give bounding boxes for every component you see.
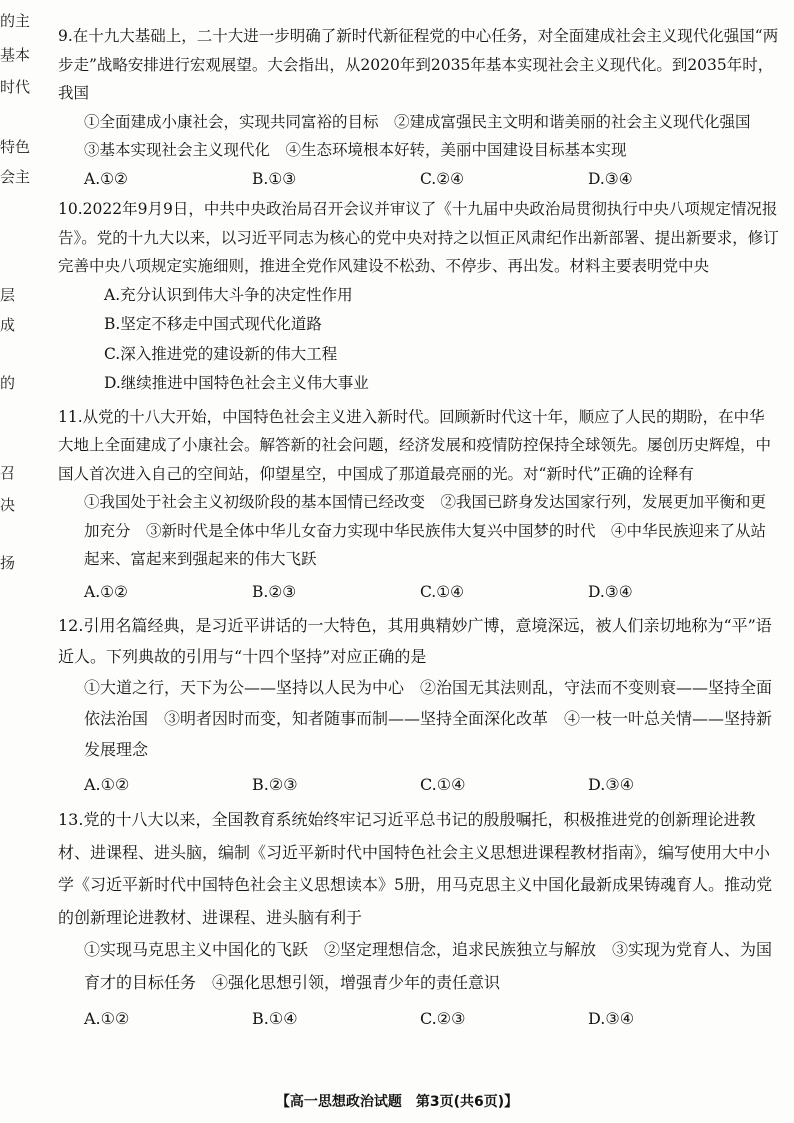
question-9 — [58, 22, 780, 193]
choice-b[interactable]: B.①③ — [252, 169, 297, 188]
question-stem: 10.2022年9月9日，中共中央政治局召开会议并审议了《十九届中央政治局贯彻执行中央八项规定情况报告》。党的十九大以来，以习近平同志为核心的党中央对持之以恒正风肃纪作出新部署、提出新要求，修订完善中央八项规定实施细则，推进全党作风建设不松劲、不停步、再出发。材料主要表明党中央 — [58, 200, 779, 275]
margin-fragment: 扬 — [0, 554, 16, 572]
choice-d[interactable]: D.③④ — [588, 775, 635, 794]
margin-fragment: 的 — [0, 374, 16, 392]
margin-fragment: 特色 — [0, 138, 31, 156]
choice-b[interactable]: B.②③ — [252, 775, 298, 794]
choice-a[interactable]: A.充分认识到伟大斗争的决定性作用 — [104, 285, 353, 304]
answer-choices — [58, 578, 780, 607]
choice-c[interactable]: C.①④ — [420, 775, 466, 794]
answer-choices — [58, 1003, 780, 1036]
margin-fragment: 召 — [0, 464, 16, 482]
statement-options: ①全面建成小康社会，实现共同富裕的目标 ②建成富强民主文明和谐美丽的社会主义现代化强国 ③基本实现社会主义现代化 ④生态环境根本好转，美丽中国建设目标基本实现 — [84, 112, 767, 159]
question-13 — [58, 804, 780, 1036]
margin-fragment: 基本 — [0, 46, 31, 64]
choice-d[interactable]: D.③④ — [588, 582, 633, 601]
choice-a[interactable]: A.①② — [84, 775, 130, 794]
answer-choices — [58, 281, 780, 399]
choice-a[interactable]: A.①② — [84, 582, 128, 601]
choice-d[interactable]: D.③④ — [588, 169, 633, 188]
choice-a[interactable]: A.①② — [84, 169, 128, 188]
choice-d[interactable]: D.继续推进中国特色社会主义伟大事业 — [104, 374, 369, 392]
exam-page — [58, 22, 780, 1036]
question-10 — [58, 195, 780, 399]
statement-options: ①我国处于社会主义初级阶段的基本国情已经改变 ②我国已跻身发达国家行列，发展更加平衡和更加充分 ③新时代是全体中华儿女奋力实现中华民族伟大复兴中国梦的时代 ④中华民族迎来了从站起来、富起来到强起来的伟大飞跃 — [84, 493, 767, 568]
choice-c[interactable]: C.深入推进党的建设新的伟大工程 — [104, 344, 338, 363]
choice-c[interactable]: C.①④ — [420, 582, 465, 601]
statement-options: ①大道之行，天下为公——坚持以人民为中心 ②治国无其法则乱，守法而不变则衰——坚持全面依法治国 ③明者因时而变，知者随事而制——坚持全面深化改革 ④一枝一叶总关情——坚持新发展理念 — [84, 678, 773, 759]
answer-choices — [58, 165, 780, 194]
question-stem: 12.引用名篇经典，是习近平讲话的一大特色，其用典精妙广博，意境深远，被人们亲切地称为“平”语近人。下列典故的引用与“十四个坚持”对应正确的是 — [58, 616, 772, 666]
margin-fragment: 会主 — [0, 168, 31, 186]
question-12 — [58, 610, 780, 800]
page-footer: 【高一思想政治试题 第3页(共6页)】 — [275, 1094, 519, 1110]
margin-fragment: 层 — [0, 286, 16, 304]
margin-fragment: 决 — [0, 496, 16, 514]
margin-fragment: 的主 — [0, 12, 31, 30]
choice-c[interactable]: C.②③ — [420, 1009, 466, 1028]
statement-options: ①实现马克思主义中国化的飞跃 ②坚定理想信念，追求民族独立与解放 ③实现为党育人、为国育才的目标任务 ④强化思想引领，增强青少年的责任意识 — [84, 940, 773, 992]
question-11 — [58, 403, 780, 607]
left-margin-fragments — [0, 0, 30, 1123]
question-stem: 13.党的十八大以来，全国教育系统始终牢记习近平总书记的殷殷嘱托，积极推进党的创新理论进教材、进课程、进头脑，编制《习近平新时代中国特色社会主义思想进课程教材指南》，编写使用大中小学《习近平新时代中国特色社会主义思想读本》5册，用马克思主义中国化最新成果铸魂育人。推动党的创新理论进教材、进课程、进头脑有利于 — [58, 810, 773, 927]
choice-b[interactable]: B.②③ — [252, 582, 297, 601]
choice-a[interactable]: A.①② — [84, 1009, 130, 1028]
margin-fragment: 时代 — [0, 78, 31, 96]
question-stem: 9.在十九大基础上，二十大进一步明确了新时代新征程党的中心任务，对全面建成社会主义现代化强国“两步走”战略安排进行宏观展望。大会指出，从2020年到2035年基本实现社会主义现代化。到2035年时，我国 — [58, 27, 779, 102]
answer-choices — [58, 769, 780, 800]
margin-fragment: 成 — [0, 316, 16, 334]
choice-c[interactable]: C.②④ — [420, 169, 465, 188]
choice-b[interactable]: B.①④ — [252, 1009, 298, 1028]
choice-b[interactable]: B.坚定不移走中国式现代化道路 — [104, 315, 322, 333]
question-stem: 11.从党的十八大开始，中国特色社会主义进入新时代。回顾新时代这十年，顺应了人民的期盼，在中华大地上全面建成了小康社会。解答新的社会问题，经济发展和疫情防控保持全球领先。屡创历史辉煌，中国人首次进入自己的空间站，仰望星空，中国成了那道最亮丽的光。对“新时代”正确的诠释有 — [58, 407, 772, 483]
choice-d[interactable]: D.③④ — [588, 1009, 635, 1028]
